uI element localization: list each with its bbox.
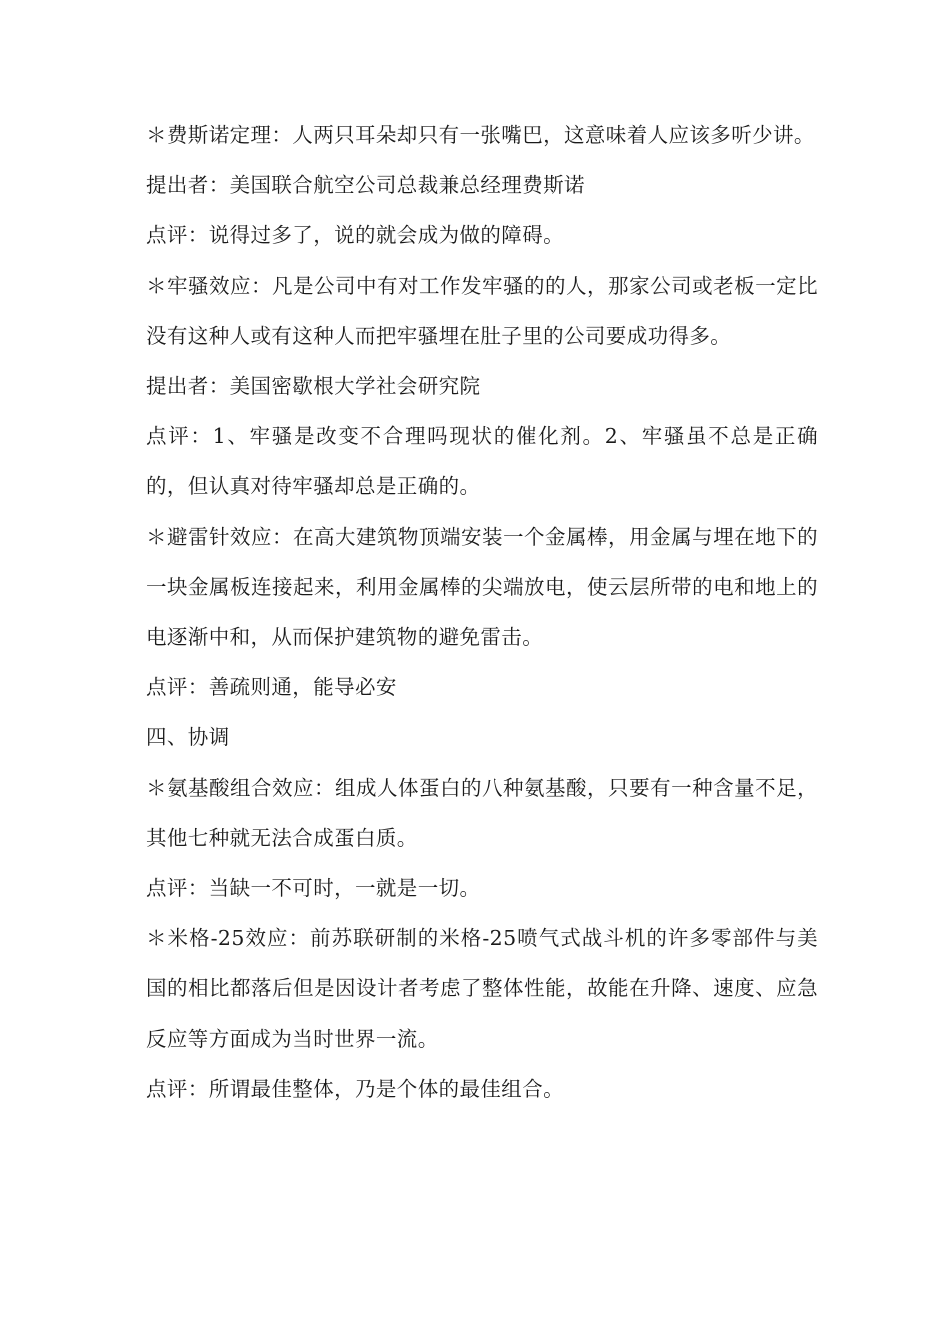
paragraph-comment-mig25: 点评：所谓最佳整体，乃是个体的最佳组合。 xyxy=(146,1076,564,1101)
paragraph-amino-acid-effect: ＊氨基酸组合效应：组成人体蛋白的八种氨基酸，只要有一种含量不足，其他七种就无法合成蛋白质。 xyxy=(146,775,818,850)
paragraph-lightning-rod-effect: ＊避雷针效应：在高大建筑物顶端安装一个金属棒，用金属与埋在地下的一块金属板连接起来，利用金属棒的尖端放电，使云层所带的电和地上的电逐渐中和，从而保护建筑物的避免雷击。 xyxy=(146,524,818,650)
paragraph-comment-fessino: 点评：说得过多了，说的就会成为做的障碍。 xyxy=(146,223,564,248)
paragraph-proposer-fessino: 提出者：美国联合航空公司总裁兼总经理费斯诺 xyxy=(146,173,585,198)
paragraph-fessino-theorem: ＊费斯诺定理：人两只耳朵却只有一张嘴巴，这意味着人应该多听少讲。 xyxy=(146,123,815,147)
paragraph-comment-amino-acid: 点评：当缺一不可时，一就是一切。 xyxy=(146,876,481,901)
paragraph-comment-lightning-rod: 点评：善疏则通，能导必安 xyxy=(146,675,397,700)
paragraph-proposer-michigan: 提出者：美国密歇根大学社会研究院 xyxy=(146,374,481,399)
document-page xyxy=(146,110,818,1114)
paragraph-mig25-effect: ＊米格-25效应：前苏联研制的米格-25喷气式战斗机的许多零部件与美国的相比都落后但是因设计者考虑了整体性能，故能在升降、速度、应急反应等方面成为当时世界一流。 xyxy=(146,926,818,1051)
section-heading-coordination: 四、协调 xyxy=(146,725,230,750)
paragraph-comment-complaint: 点评：1、牢骚是改变不合理吗现状的催化剂。2、牢骚虽不总是正确的，但认真对待牢骚却总是正确的。 xyxy=(146,424,818,499)
paragraph-complaint-effect: ＊牢骚效应：凡是公司中有对工作发牢骚的的人，那家公司或老板一定比没有这种人或有这种人而把牢骚埋在肚子里的公司要成功得多。 xyxy=(146,273,818,348)
